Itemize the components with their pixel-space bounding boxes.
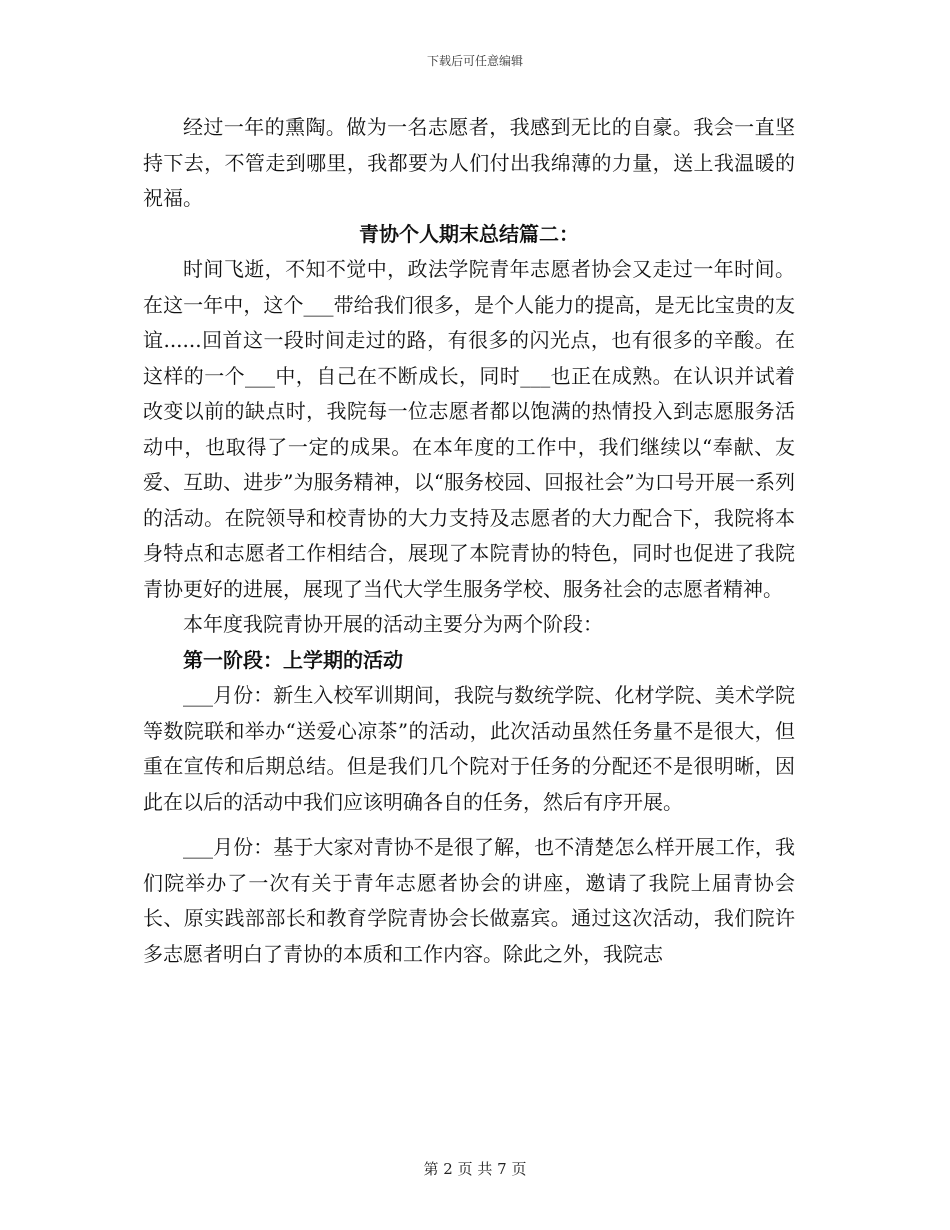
document-body [143, 110, 795, 972]
paragraph-month-2: ___月份：基于大家对青协不是很了解，也不清楚怎么样开展工作，我们院举办了一次有关于青年志愿者协会的讲座，邀请了我院上届青协会长、原实践部部长和教育学院青协会长做嘉宾。通过这次活动，我们院许多志愿者明白了青协的本质和工作内容。除此之外，我院志 [143, 835, 795, 966]
paragraph-stages: 本年度我院青协开展的活动主要分为两个阶段： [183, 612, 603, 636]
page-footer: 第 2 页 共 7 页 [423, 1160, 527, 1178]
page-header: 下载后可任意编辑 [426, 54, 523, 68]
paragraph-intro: 时间飞逝，不知不觉中，政法学院青年志愿者协会又走过一年时间。在这一年中，这个___带给我们很多，是个人能力的提高，是无比宝贵的友谊......回首这一段时间走过的路，有很多的闪光点，也有很多的辛酸。在这样的一个___中，自己在不断成长，同时___也正在成熟。在认识并试着改变以前的缺点时，我院每一位志愿者都以饱满的热情投入到志愿服务活动中，也取得了一定的成果。在本年度的工作中，我们继续以“奉献、友爱、互助、进步”为服务精神，以“服务校园、回报社会”为口号开展一系列的活动。在院领导和校青协的大力支持及志愿者的大力配合下，我院将本身特点和志愿者工作相结合，展现了本院青协的特色，同时也促进了我院青协更好的进展，展现了当代大学生服务学校、服务社会的志愿者精神。 [143, 257, 795, 601]
section-title: 青协个人期末总结篇二： [359, 221, 579, 246]
paragraph-closing: 经过一年的熏陶。做为一名志愿者，我感到无比的自豪。我会一直坚持下去，不管走到哪里，我都要为人们付出我绵薄的力量，送上我温暖的祝福。 [143, 115, 795, 210]
paragraph-month-1: ___月份：新生入校军训期间，我院与数统学院、化材学院、美术学院等数院联和举办“送爱心凉茶”的活动，此次活动虽然任务量不是很大，但重在宣传和后期总结。但是我们几个院对于任务的分配还不是很明晰，因此在以后的活动中我们应该明确各自的任务，然后有序开展。 [143, 683, 795, 814]
phase-title: 第一阶段：上学期的活动 [183, 647, 403, 672]
paragraph-gap [143, 820, 795, 830]
